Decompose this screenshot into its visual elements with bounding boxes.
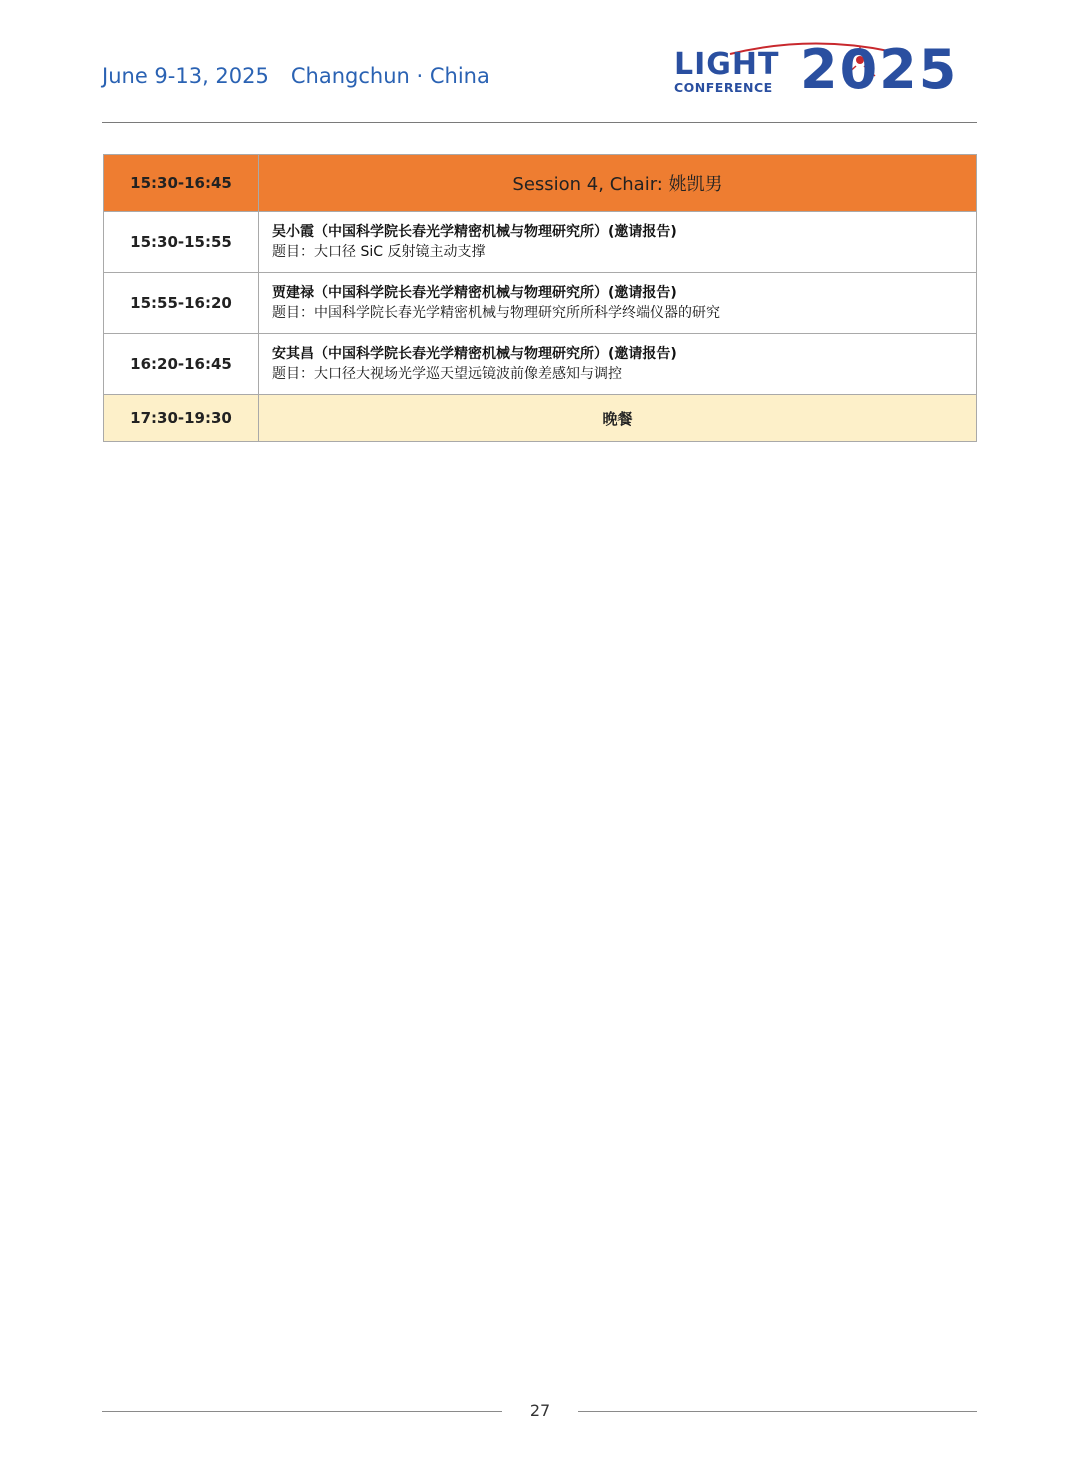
header-divider	[102, 122, 977, 123]
dinner-time: 17:30-19:30	[104, 395, 259, 442]
talk-cell	[259, 212, 977, 273]
table-row	[104, 334, 977, 395]
page-number: 27	[529, 1401, 551, 1420]
session-time: 15:30-16:45	[104, 155, 259, 212]
talk-time: 16:20-16:45	[104, 334, 259, 395]
conference-date: June 9-13, 2025	[102, 64, 269, 88]
talk-speaker: 安其昌（中国科学院长春光学精密机械与物理研究所）(邀请报告)	[272, 346, 677, 362]
light-conference-logo	[670, 36, 980, 100]
talk-topic: 题目：大口径 SiC 反射镜主动支撑	[272, 244, 486, 260]
dinner-row	[104, 395, 977, 442]
talk-time: 15:55-16:20	[104, 273, 259, 334]
talk-cell	[259, 334, 977, 395]
footer-divider-left	[102, 1411, 502, 1412]
session-header-row	[104, 155, 977, 212]
footer-divider-right	[578, 1411, 977, 1412]
talk-speaker: 贾建禄（中国科学院长春光学精密机械与物理研究所）(邀请报告)	[272, 285, 677, 301]
session-title: Session 4, Chair: 姚凯男	[259, 155, 977, 212]
talk-topic: 题目：中国科学院长春光学精密机械与物理研究所所科学终端仪器的研究	[272, 305, 720, 321]
logo-year: 2025	[800, 38, 959, 101]
table-row	[104, 212, 977, 273]
table-row	[104, 273, 977, 334]
talk-topic: 题目：大口径大视场光学巡天望远镜波前像差感知与调控	[272, 366, 622, 382]
schedule-table	[103, 154, 977, 442]
conference-location: Changchun · China	[290, 64, 490, 88]
logo-word: LIGHT	[674, 47, 780, 82]
conference-date-location	[102, 64, 490, 88]
logo-subtitle: CONFERENCE	[674, 80, 773, 95]
dinner-title: 晚餐	[259, 395, 977, 442]
talk-cell	[259, 273, 977, 334]
talk-time: 15:30-15:55	[104, 212, 259, 273]
talk-speaker: 吴小霞（中国科学院长春光学精密机械与物理研究所）(邀请报告)	[272, 224, 677, 240]
